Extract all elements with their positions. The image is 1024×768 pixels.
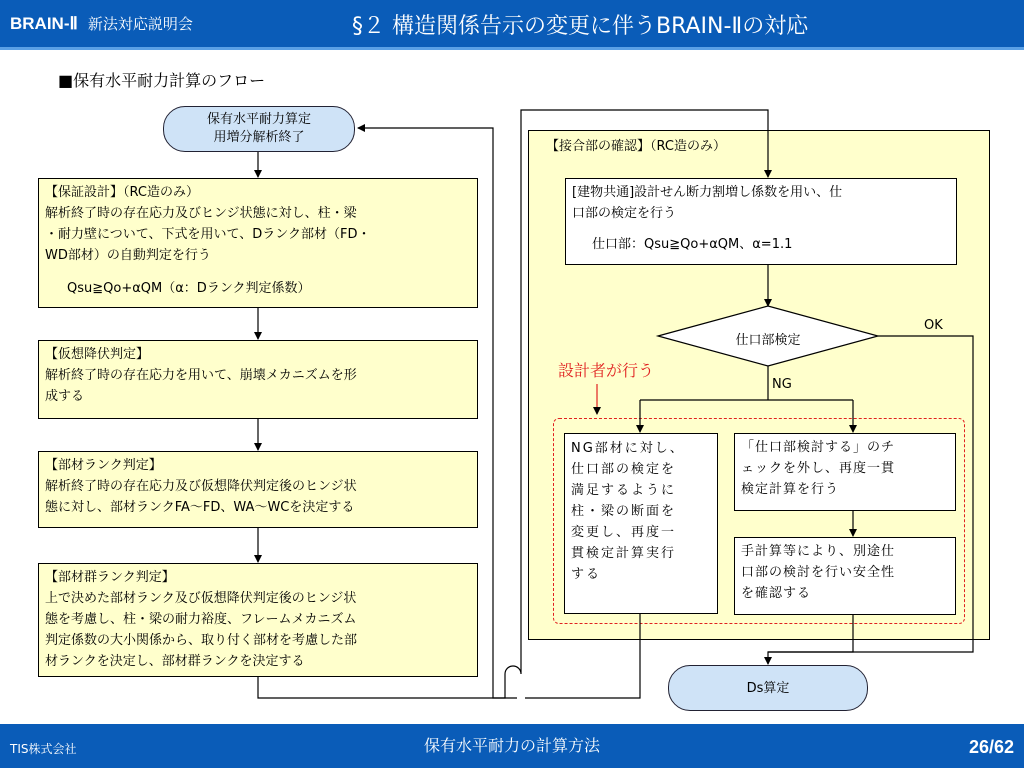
member-group-rank-line: 態を考慮し、柱・梁の耐力裕度、フレームメカニズム xyxy=(45,612,357,627)
manual-check-line: 手計算等により、別途仕 xyxy=(741,544,896,559)
guarantee-design-formula: Qsu≧Qo+αQM（α：Dランク判定係数） xyxy=(67,281,311,296)
decision-label: 仕口部検定 xyxy=(735,333,801,348)
footer-company: TIS株式会社 xyxy=(10,742,77,756)
ng-member-line: 満足するように xyxy=(571,483,677,498)
ng-member-line: 柱・梁の断面を xyxy=(571,504,677,519)
guarantee-design-line: 解析終了時の存在応力及びヒンジ状態に対し、柱・梁 xyxy=(45,206,357,221)
ng-member-line: する xyxy=(571,567,602,582)
hypothetical-yield-line: 解析終了時の存在応力を用いて、崩壊メカニズムを形 xyxy=(45,368,357,383)
ng-member-line: 仕口部の検定を xyxy=(571,462,677,477)
end-terminal xyxy=(668,665,868,711)
member-rank-box xyxy=(38,451,478,528)
ng-member-box xyxy=(564,433,718,614)
hypothetical-yield-box xyxy=(38,340,478,419)
start-terminal xyxy=(163,106,355,152)
slide-footer xyxy=(0,724,1024,768)
ng-member-line: 貫検定計算実行 xyxy=(571,546,677,561)
member-group-rank-line: 判定係数の大小関係から、取り付く部材を考慮した部 xyxy=(45,633,358,648)
start-terminal-line2: 用増分解析終了 xyxy=(213,130,305,145)
uncheck-joint-line: ェックを外し、再度一貫 xyxy=(741,461,896,476)
header-brand: BRAIN-Ⅱ xyxy=(10,14,78,33)
section-heading: ■保有水平耐力計算のフロー xyxy=(58,71,266,90)
hypothetical-yield-title: 【仮想降伏判定】 xyxy=(45,347,150,362)
ng-label: NG xyxy=(772,377,792,392)
member-rank-line: 態に対し、部材ランクFA～FD、WA～WCを決定する xyxy=(45,500,355,515)
joint-check-panel-title: 【接合部の確認】（RC造のみ） xyxy=(546,139,726,154)
ok-label: OK xyxy=(924,318,943,333)
joint-check-box xyxy=(565,178,957,265)
guarantee-design-line: WD部材）の自動判定を行う xyxy=(45,248,211,263)
arrow-manual-to-end xyxy=(768,614,853,664)
member-rank-line: 解析終了時の存在応力及び仮想降伏判定後のヒンジ状 xyxy=(45,479,357,494)
header-subtitle: 新法対応説明会 xyxy=(87,15,193,33)
manual-check-box xyxy=(734,537,956,615)
ng-member-line: 変更し、再度一 xyxy=(571,525,677,540)
joint-check-formula: 仕口部：Qsu≧Qo+αQM、α=1.1 xyxy=(592,237,793,252)
end-terminal-label: Ds算定 xyxy=(746,681,790,696)
guarantee-design-line: ・耐力壁について、下式を用いて、Dランク部材（FD・ xyxy=(45,227,371,242)
page-number: 26/62 xyxy=(968,737,1014,757)
hypothetical-yield-line: 成する xyxy=(45,389,85,404)
manual-check-line: 口部の検討を行い安全性 xyxy=(741,565,896,580)
uncheck-joint-line: 「仕口部検討する」のチ xyxy=(741,440,896,455)
member-group-rank-line: 材ランクを決定し、部材群ランクを決定する xyxy=(45,654,305,669)
designer-label: 設計者が行う xyxy=(558,361,655,380)
footer-title: 保有水平耐力の計算方法 xyxy=(423,736,600,755)
member-group-rank-title: 【部材群ランク判定】 xyxy=(45,570,175,585)
member-group-rank-line: 上で決めた部材ランク及び仮想降伏判定後のヒンジ状 xyxy=(45,591,357,606)
guarantee-design-title: 【保証設計】（RC造のみ） xyxy=(45,185,199,200)
member-group-rank-box xyxy=(38,563,478,677)
joint-check-line: 口部の検定を行う xyxy=(572,206,677,221)
manual-check-line: を確認する xyxy=(741,586,812,601)
guarantee-design-box xyxy=(38,178,478,308)
start-terminal-line1: 保有水平耐力算定 xyxy=(206,112,311,127)
member-rank-title: 【部材ランク判定】 xyxy=(45,458,162,473)
joint-check-line: [建物共通]設計せん断力割増し係数を用い、仕 xyxy=(572,185,843,200)
uncheck-joint-box xyxy=(734,433,956,511)
ng-member-line: NG部材に対し、 xyxy=(571,441,685,456)
slide-title: §２ 構造関係告示の変更に伴うBRAIN-Ⅱの対応 xyxy=(352,14,809,39)
uncheck-joint-line: 検定計算を行う xyxy=(741,482,840,497)
